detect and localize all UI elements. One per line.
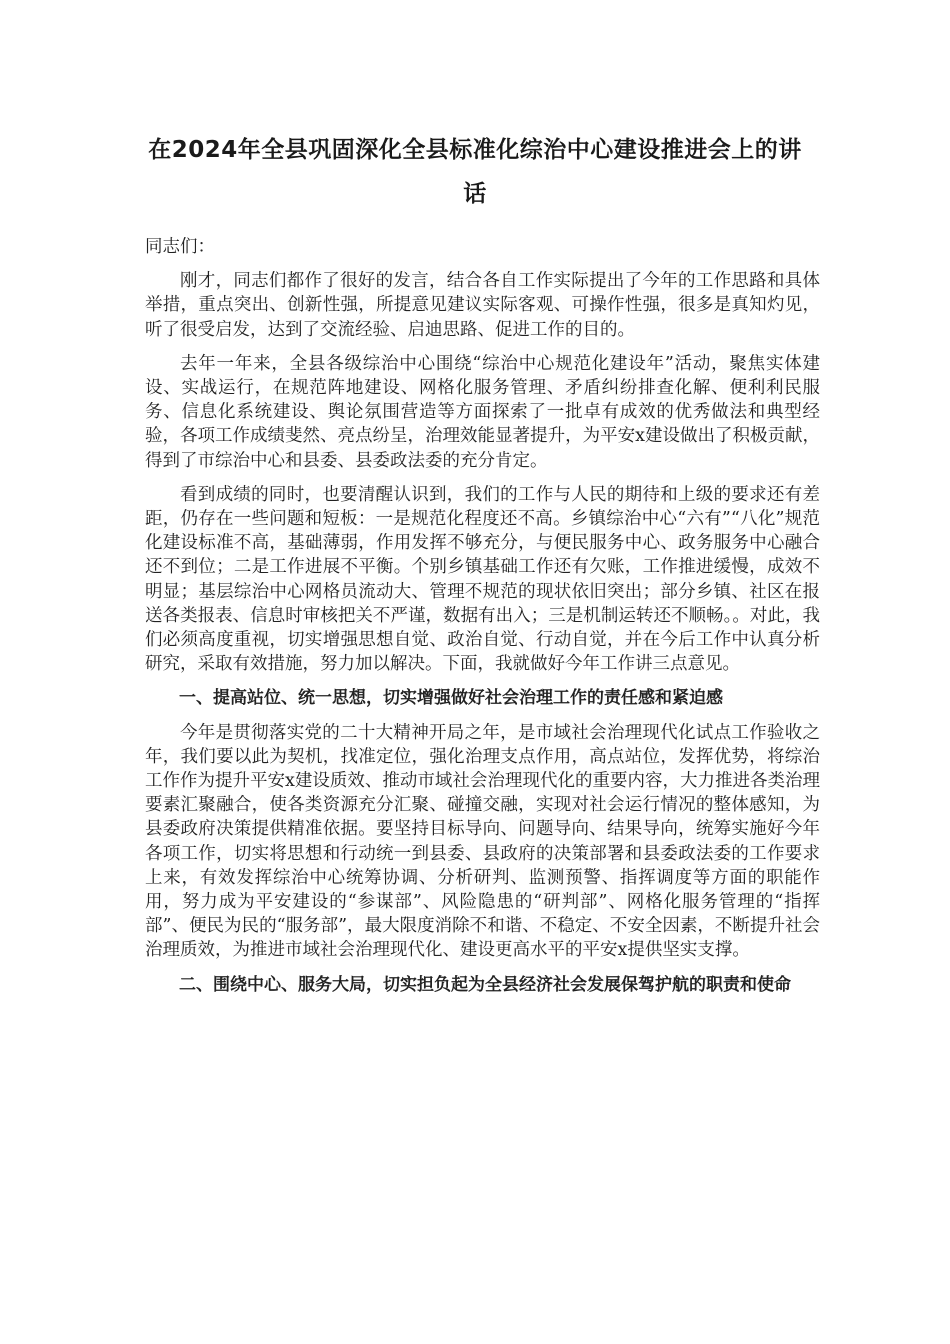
document-body bbox=[145, 235, 820, 1007]
section-heading-1: 一、提高站位、统一思想，切实增强做好社会治理工作的责任感和紧迫感 bbox=[179, 688, 723, 709]
section-heading-2: 二、围绕中心、服务大局，切实担负起为全县经济社会发展保驾护航的职责和使命 bbox=[179, 974, 791, 995]
paragraph-2: 去年一年来，全县各级综治中心围绕“综治中心规范化建设年”活动，聚焦实体建设、实战运行，在规范阵地建设、网格化服务管理、矛盾纠纷排查化解、便利利民服务、信息化系统建设、舆论氛围营造等方面探索了一批卓有成效的优秀做法和典型经验，各项工作成绩斐然、亮点纷呈，治理效能显著提升，为平安x建设做出了积极贡献，得到了市综治中心和县委、县委政法委的充分肯定。 bbox=[145, 353, 820, 471]
document-title: 在2024年全县巩固深化全县标准化综治中心建设推进会上的讲话 bbox=[148, 137, 802, 207]
paragraph-1: 刚才，同志们都作了很好的发言，结合各自工作实际提出了今年的工作思路和具体举措，重点突出、创新性强，所提意见建议实际客观、可操作性强，很多是真知灼见，听了很受启发，达到了交流经验、启迪思路、促进工作的目的。 bbox=[145, 271, 820, 340]
section-1-paragraph: 今年是贯彻落实党的二十大精神开局之年，是市域社会治理现代化试点工作验收之年，我们要以此为契机，找准定位，强化治理支点作用，高点站位，发挥优势，将综治工作作为提升平安x建设质效、推动市域社会治理现代化的重要内容，大力推进各类治理要素汇聚融合，使各类资源充分汇聚、碰撞交融，实现对社会运行情况的整体感知，为县委政府决策提供精准依据。要坚持目标导向、问题导向、结果导向，统筹实施好今年各项工作，切实将思想和行动统一到县委、县政府的决策部署和县委政法委的工作要求上来，有效发挥综治中心统筹协调、分析研判、监测预警、指挥调度等方面的职能作用，努力成为平安建设的“参谋部”、风险隐患的“研判部”、网格化服务管理的“指挥部”、便民为民的“服务部”，最大限度消除不和谐、不稳定、不安全因素，不断提升社会治理质效，为推进市域社会治理现代化、建设更高水平的平安x提供坚实支撑。 bbox=[145, 722, 820, 961]
paragraph-3: 看到成绩的同时，也要清醒认识到，我们的工作与人民的期待和上级的要求还有差距，仍存在一些问题和短板：一是规范化程度还不高。乡镇综治中心“六有”“八化”规范化建设标准不高，基础薄弱，作用发挥不够充分，与便民服务中心、政务服务中心融合还不到位；二是工作进展不平衡。个别乡镇基础工作还有欠账，工作推进缓慢，成效不明显；基层综治中心网格员流动大、管理不规范的现状依旧突出；部分乡镇、社区在报送各类报表、信息时审核把关不严谨，数据有出入；三是机制运转还不顺畅。。对此，我们必须高度重视，切实增强思想自觉、政治自觉、行动自觉，并在今后工作中认真分析研究，采取有效措施，努力加以解决。下面，我就做好今年工作讲三点意见。 bbox=[145, 484, 820, 675]
salutation: 同志们： bbox=[145, 237, 215, 257]
